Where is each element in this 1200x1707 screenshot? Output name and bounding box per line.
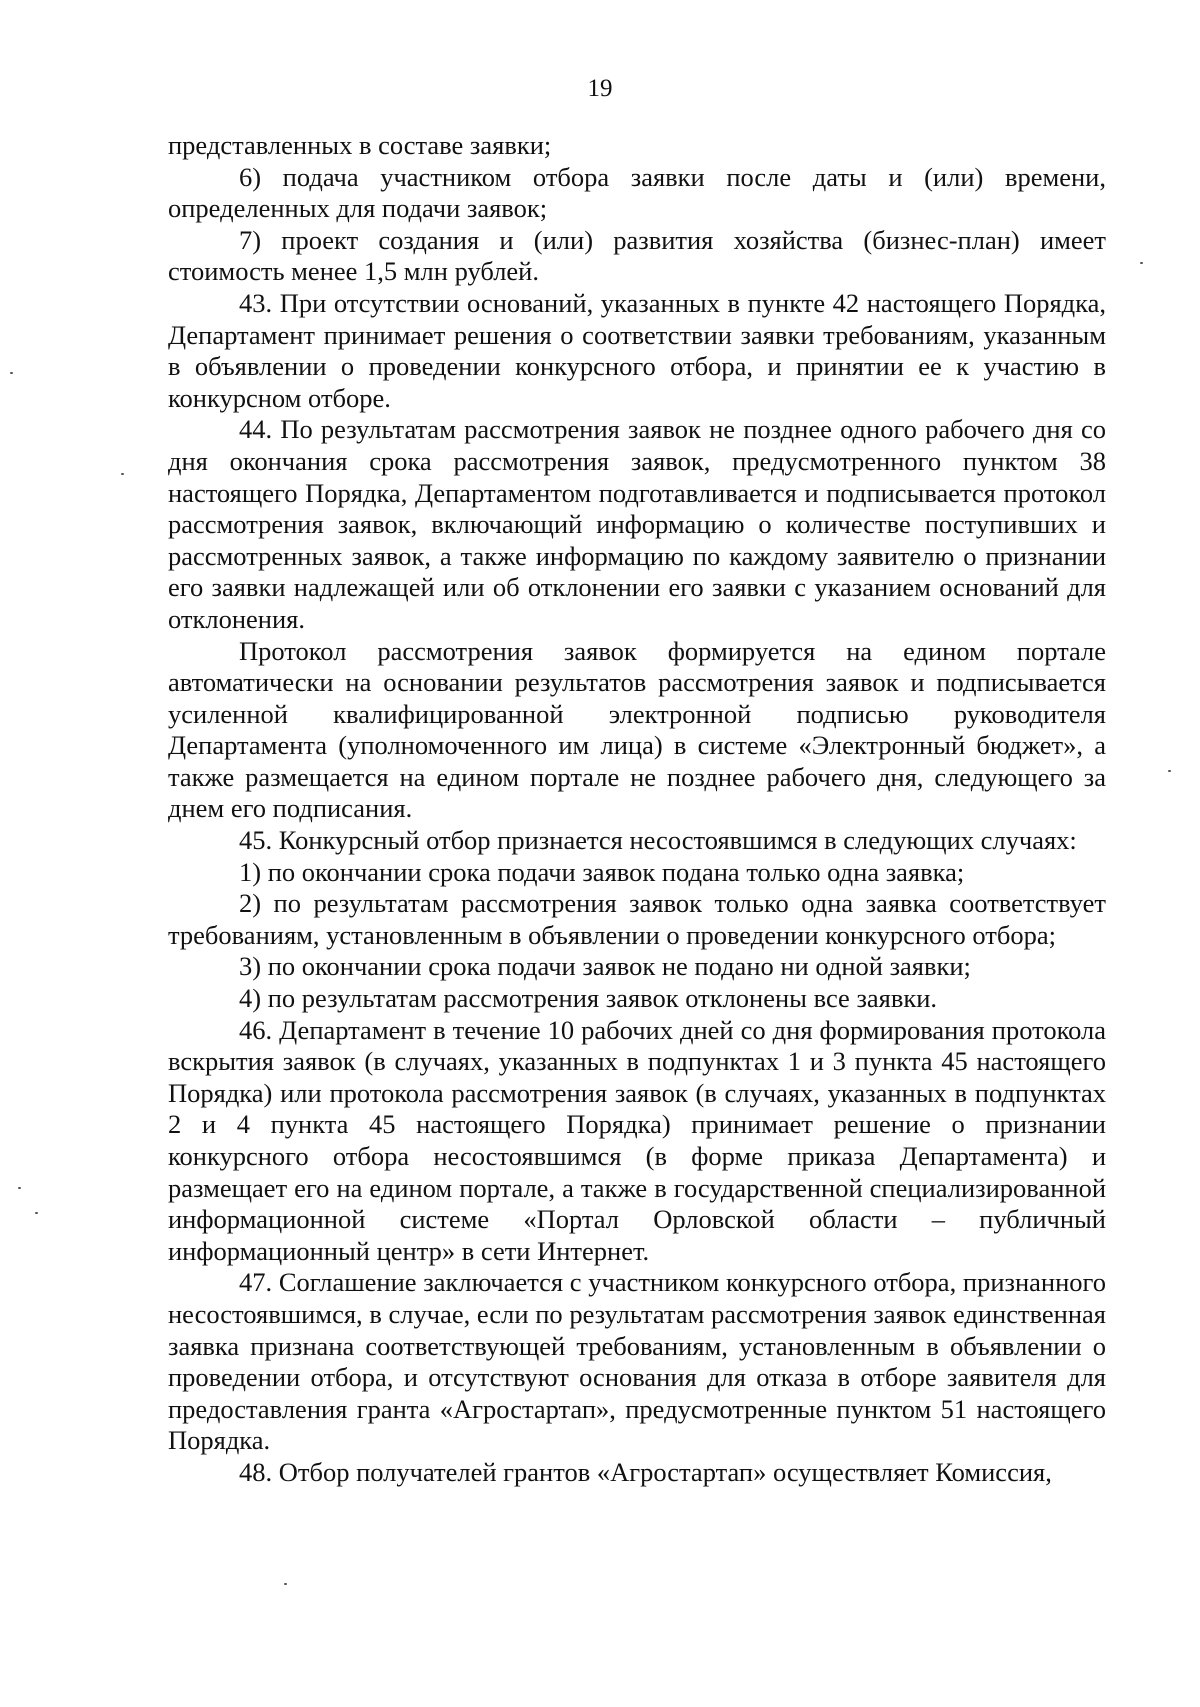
paragraph-48: 48. Отбор получателей грантов «Агростартап» осуществляет Комиссия, [239,1456,1052,1487]
paragraph-45-item-1: 1) по окончании срока подачи заявок подана только одна заявка; [239,856,965,887]
paragraph-43: 43. При отсутствии оснований, указанных в пункте 42 настоящего Порядка, Департамент принимает решения о соответствии заявки требованиям, указанным в объявлении о проведении конкурсного отбора, и принятии ее к участию в конкурсном отборе. [168,287,1106,413]
paragraph-44: 44. По результатам рассмотрения заявок не позднее одного рабочего дня со дня окончания срока рассмотрения заявок, предусмотренного пунктом 38 настоящего Порядка, Департаментом подготавливается и подписывается протокол рассмотрения заявок, включающий информацию о количестве поступивших и рассмотренных заявок, а также информацию по каждому заявителю о признании его заявки надлежащей или об отклонении его заявки с указанием оснований для отклонения. [168,414,1106,634]
scan-speck [1140,262,1143,264]
paragraph-item-6: 6) подача участником отбора заявки после даты и (или) времени, определенных для подачи заявок; [168,161,1106,224]
paragraph-item-7: 7) проект создания и (или) развития хозяйства (бизнес-план) имеет стоимость менее 1,5 млн рублей. [168,224,1106,287]
scan-speck [18,1187,21,1189]
paragraph-47: 47. Соглашение заключается с участником конкурсного отбора, признанного несостоявшимся, в случае, если по результатам рассмотрения заявок единственная заявка признана соответствующей требованиям, установленным в объявлении о проведении отбора, и отсутствуют основания для отказа в отборе заявителя для предоставления гранта «Агростартап», предусмотренные пунктом 51 настоящего Порядка. [168,1267,1106,1456]
scan-speck [1168,770,1171,772]
scan-speck [10,372,13,374]
paragraph-45-item-2: 2) по результатам рассмотрения заявок только одна заявка соответствует требованиям, установленным в объявлении о проведении конкурсного отбора; [168,888,1106,950]
page-number: 19 [587,75,613,102]
paragraph-45: 45. Конкурсный отбор признается несостоявшимся в следующих случаях: [239,825,1077,856]
document-body [168,130,1106,1489]
paragraph-45-item-3: 3) по окончании срока подачи заявок не подано ни одной заявки; [239,951,971,982]
paragraph-continuation: представленных в составе заявки; [168,130,552,160]
paragraph-45-item-4: 4) по результатам рассмотрения заявок отклонены все заявки. [239,983,938,1014]
scan-speck [284,1583,287,1585]
paragraph-46: 46. Департамент в течение 10 рабочих дней со дня формирования протокола вскрытия заявок (в случаях, указанных в подпунктах 1 и 3 пункта 45 настоящего Порядка) или протокола рассмотрения заявок (в случаях, указанных в подпунктах 2 и 4 пункта 45 настоящего Порядка) принимает решение о признании конкурсного отбора несостоявшимся (в форме приказа Департамента) и размещает его на едином портале, а также в государственной специализированной информационной системе «Портал Орловской области – публичный информационный центр» в сети Интернет. [168,1014,1106,1266]
scan-speck [35,1212,38,1214]
scan-speck [121,473,124,475]
paragraph-protocol: Протокол рассмотрения заявок формируется на едином портале автоматически на основании результатов рассмотрения заявок и подписывается усиленной квалифицированной электронной подписью руководителя Департамента (уполномоченного им лица) в системе «Электронный бюджет», а также размещается на едином портале не позднее рабочего дня, следующего за днем его подписания. [168,635,1106,824]
